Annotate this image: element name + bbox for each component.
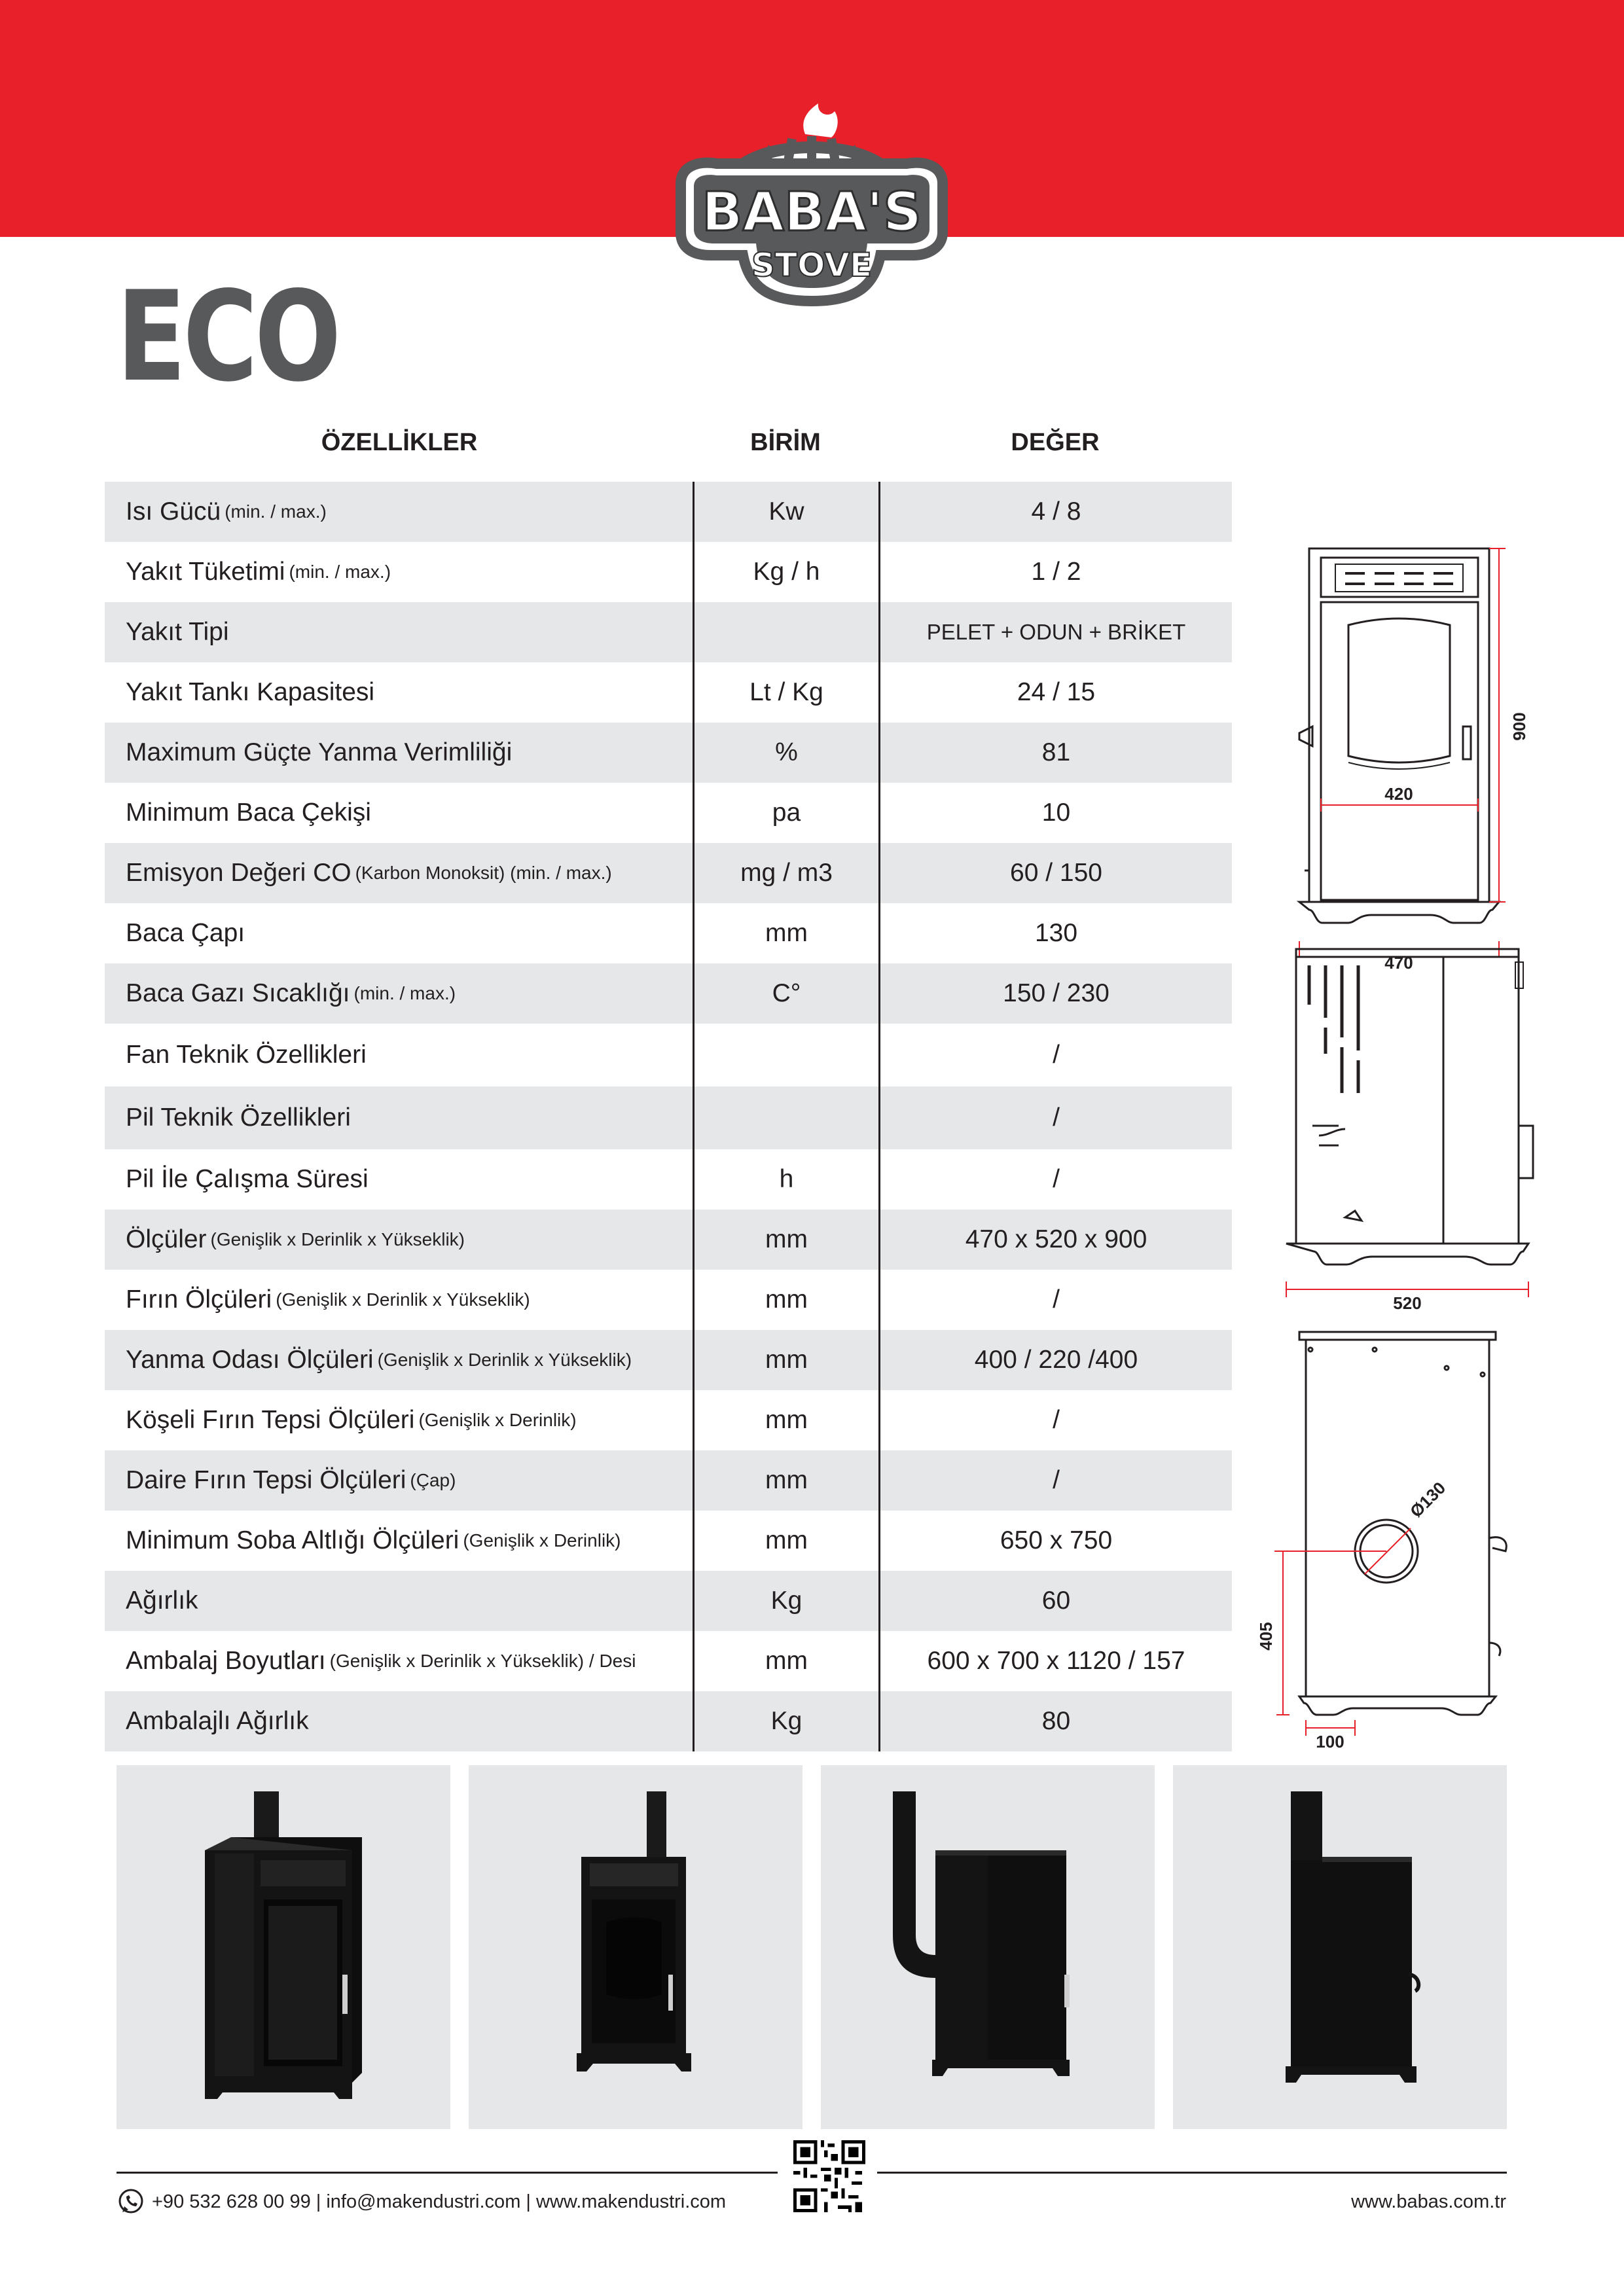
spec-feature (105, 843, 693, 903)
spec-unit: mg / m3 (693, 843, 878, 903)
spec-feature-name: Minimum Soba Altlığı Ölçüleri (126, 1526, 460, 1554)
spec-feature (105, 1571, 693, 1631)
spec-row (105, 723, 1232, 783)
footer-divider-left (117, 2172, 778, 2174)
spec-row (105, 963, 1232, 1024)
spec-value: PELET + ODUN + BRİKET (878, 602, 1232, 662)
spec-value: 470 x 520 x 900 (878, 1210, 1232, 1270)
footer-contact-text: +90 532 628 00 99 | info@makendustri.com | www.makendustri.com (152, 2191, 727, 2212)
spec-feature (105, 1511, 693, 1571)
spec-feature (105, 783, 693, 843)
spec-value: 150 / 230 (878, 963, 1232, 1024)
spec-value: 81 (878, 723, 1232, 783)
spec-feature-name: Baca Çapı (126, 919, 245, 947)
spec-unit: Kg (693, 1571, 878, 1631)
spec-row (105, 662, 1232, 723)
spec-feature (105, 963, 693, 1024)
spec-value: 60 (878, 1571, 1232, 1631)
header-value: DEĞER (1011, 429, 1100, 456)
spec-feature-note: (Genişlik x Derinlik x Yükseklik) / Desi (329, 1651, 636, 1671)
spec-feature-note: (Karbon Monoksit) (min. / max.) (355, 863, 612, 883)
spec-row (105, 1691, 1232, 1751)
spec-value: 24 / 15 (878, 662, 1232, 723)
product-title: ECO (117, 264, 338, 409)
spec-feature-name: Yanma Odası Ölçüleri (126, 1346, 374, 1374)
technical-drawings (1256, 530, 1548, 1751)
spec-feature-name: Maximum Güçte Yanma Verimliliği (126, 738, 513, 766)
spec-feature-name: Fan Teknik Özellikleri (126, 1041, 367, 1069)
spec-row (105, 542, 1232, 602)
spec-feature (105, 1086, 693, 1149)
spec-feature (105, 542, 693, 602)
spec-unit: pa (693, 783, 878, 843)
spec-feature-note: (Genişlik x Derinlik x Yükseklik) (210, 1229, 465, 1249)
spec-value: / (878, 1270, 1232, 1330)
spec-feature-name: Yakıt Tipi (126, 618, 229, 646)
spec-row (105, 1511, 1232, 1571)
spec-feature (105, 602, 693, 662)
spec-table (105, 482, 1232, 1751)
header-unit: BİRİM (750, 429, 821, 456)
spec-unit: mm (693, 1210, 878, 1270)
footer-contact (117, 2187, 726, 2216)
product-photo-side (821, 1765, 1155, 2129)
spec-value: / (878, 1450, 1232, 1511)
spec-unit (693, 1086, 878, 1149)
spec-unit: Kg / h (693, 542, 878, 602)
spec-row (105, 843, 1232, 903)
spec-feature-note: (min. / max.) (225, 501, 327, 522)
spec-feature (105, 723, 693, 783)
spec-value: 4 / 8 (878, 482, 1232, 542)
spec-feature (105, 1210, 693, 1270)
footer-website[interactable]: www.babas.com.tr (1351, 2191, 1506, 2212)
spec-feature (105, 1631, 693, 1691)
spec-row (105, 1149, 1232, 1210)
dim-inner-width: 420 (1384, 784, 1413, 804)
spec-unit (693, 1024, 878, 1086)
spec-feature-name: Baca Gazı Sıcaklığı (126, 979, 350, 1007)
qr-code[interactable] (793, 2140, 865, 2212)
spec-row (105, 1631, 1232, 1691)
spec-feature-note: (Genişlik x Derinlik) (418, 1410, 577, 1430)
spec-feature (105, 903, 693, 963)
dim-flue-offset: 100 (1316, 1732, 1344, 1751)
whatsapp-icon (117, 2187, 145, 2216)
spec-row (105, 1450, 1232, 1511)
spec-unit: mm (693, 1270, 878, 1330)
spec-feature (105, 482, 693, 542)
spec-value: 80 (878, 1691, 1232, 1751)
spec-row (105, 783, 1232, 843)
babas-stove-logo (658, 72, 965, 321)
spec-row (105, 1390, 1232, 1450)
spec-value: 10 (878, 783, 1232, 843)
spec-feature-name: Yakıt Tüketimi (126, 558, 285, 586)
spec-unit: mm (693, 1511, 878, 1571)
spec-unit: % (693, 723, 878, 783)
spec-row (105, 482, 1232, 542)
spec-feature-name: Ambalaj Boyutları (126, 1647, 326, 1675)
spec-feature-name: Ambalajlı Ağırlık (126, 1707, 309, 1735)
spec-row (105, 602, 1232, 662)
header-features: ÖZELLİKLER (321, 429, 478, 456)
dim-width: 470 (1384, 953, 1413, 973)
spec-row (105, 1086, 1232, 1149)
spec-feature-name: Ölçüler (126, 1225, 207, 1253)
spec-feature (105, 1024, 693, 1086)
spec-row (105, 1571, 1232, 1631)
spec-feature-name: Köşeli Fırın Tepsi Ölçüleri (126, 1406, 415, 1434)
spec-feature-name: Pil İle Çalışma Süresi (126, 1165, 369, 1193)
spec-value: / (878, 1390, 1232, 1450)
spec-value: 650 x 750 (878, 1511, 1232, 1571)
spec-unit: mm (693, 1330, 878, 1390)
spec-feature-name: Ağırlık (126, 1587, 198, 1615)
side-view-drawing (1286, 949, 1533, 1265)
spec-row (105, 1330, 1232, 1390)
spec-row (105, 1210, 1232, 1270)
spec-feature-name: Yakıt Tankı Kapasitesi (126, 678, 375, 706)
spec-unit: mm (693, 1631, 878, 1691)
spec-feature (105, 662, 693, 723)
spec-value: 130 (878, 903, 1232, 963)
spec-feature-note: (min. / max.) (353, 983, 456, 1003)
spec-row (105, 1270, 1232, 1330)
product-photo-back (1173, 1765, 1507, 2129)
dim-height: 900 (1509, 712, 1529, 741)
spec-unit: mm (693, 903, 878, 963)
spec-feature (105, 1270, 693, 1330)
spec-unit: C° (693, 963, 878, 1024)
spec-unit: Kw (693, 482, 878, 542)
dim-depth: 520 (1393, 1293, 1422, 1313)
spec-row (105, 1024, 1232, 1086)
spec-feature (105, 1149, 693, 1210)
dim-flue-diameter: Ø130 (1406, 1478, 1450, 1522)
back-view-drawing (1299, 1332, 1506, 1715)
spec-feature (105, 1691, 693, 1751)
spec-value: 60 / 150 (878, 843, 1232, 903)
logo-line2: STOVE (751, 246, 873, 284)
spec-unit: mm (693, 1450, 878, 1511)
spec-value: 400 / 220 /400 (878, 1330, 1232, 1390)
spec-feature-name: Minimum Baca Çekişi (126, 798, 371, 827)
spec-feature-name: Daire Fırın Tepsi Ölçüleri (126, 1466, 406, 1494)
dim-flue-height: 405 (1256, 1622, 1276, 1651)
spec-value: 1 / 2 (878, 542, 1232, 602)
spec-unit: h (693, 1149, 878, 1210)
spec-row (105, 903, 1232, 963)
spec-unit (693, 602, 878, 662)
spec-feature-name: Fırın Ölçüleri (126, 1285, 272, 1314)
spec-value: / (878, 1024, 1232, 1086)
product-photo-perspective (117, 1765, 450, 2129)
spec-value: / (878, 1149, 1232, 1210)
spec-feature-name: Emisyon Değeri CO (126, 859, 352, 887)
spec-feature-name: Pil Teknik Özellikleri (126, 1103, 351, 1132)
spec-feature-note: (min. / max.) (289, 562, 391, 582)
spec-unit: Kg (693, 1691, 878, 1751)
spec-feature (105, 1450, 693, 1511)
spec-value: 600 x 700 x 1120 / 157 (878, 1631, 1232, 1691)
spec-feature-note: (Genişlik x Derinlik x Yükseklik) (276, 1289, 530, 1310)
spec-feature-note: (Çap) (410, 1470, 456, 1490)
spec-unit: Lt / Kg (693, 662, 878, 723)
spec-feature (105, 1390, 693, 1450)
spec-unit: mm (693, 1390, 878, 1450)
spec-feature-note: (Genişlik x Derinlik) (463, 1530, 621, 1551)
spec-feature (105, 1330, 693, 1390)
spec-feature-note: (Genişlik x Derinlik x Yükseklik) (377, 1350, 632, 1370)
footer-divider-right (877, 2172, 1507, 2174)
logo-line1: BABA'S (701, 181, 922, 243)
spec-value: / (878, 1086, 1232, 1149)
product-photo-front (469, 1765, 803, 2129)
front-view-drawing (1299, 548, 1499, 923)
spec-feature-name: Isı Gücü (126, 497, 221, 526)
